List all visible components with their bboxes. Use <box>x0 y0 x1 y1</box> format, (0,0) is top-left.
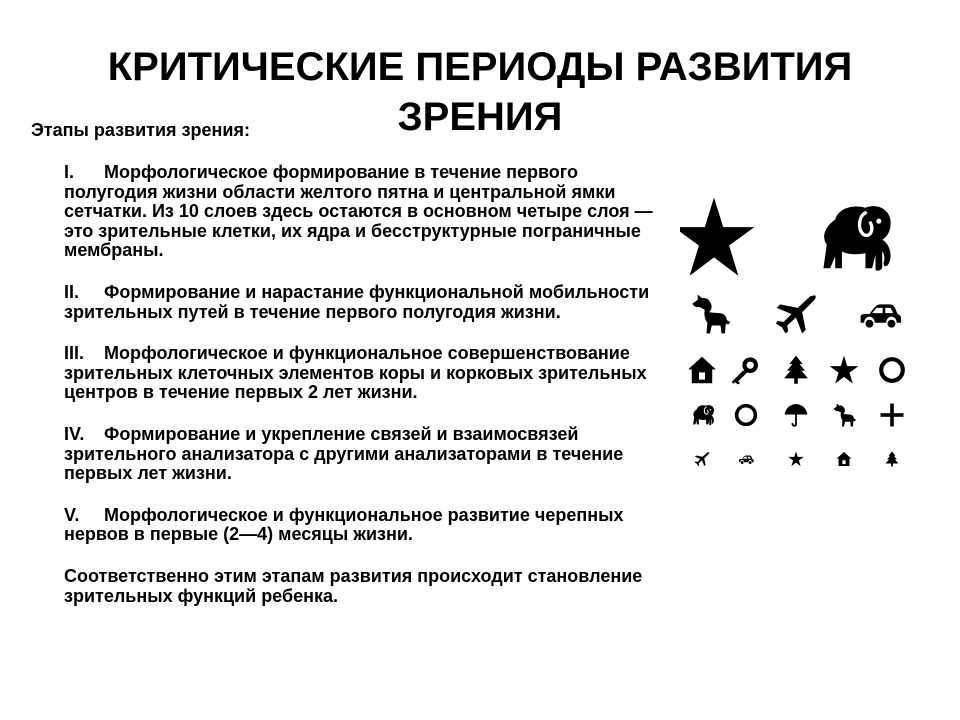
house-icon <box>688 357 716 383</box>
stage-text: Морфологическое и функциональное развитие черепных нервов в первые (2—4) месяцы жизни. <box>64 504 624 545</box>
slide-title: КРИТИЧЕСКИЕ ПЕРИОДЫ РАЗВИТИЯ ЗРЕНИЯ <box>107 45 853 139</box>
airplane-icon <box>695 452 710 466</box>
stage-text: Морфологическое формирование в течение первого полугодия жизни области желтого пятна и центральной ямки сетчатки. Из 10 слоев здесь остаются в основном четыре слоя — это зрительные клетки, их ядра и бесструктурные пограничные мембраны. <box>64 162 653 261</box>
elephant-icon <box>693 405 714 425</box>
star-icon <box>680 198 754 276</box>
stage-number: V. <box>64 504 80 525</box>
stages-subtitle: Этапы развития зрения: <box>31 120 250 140</box>
fir-tree-icon <box>886 451 899 466</box>
airplane-icon <box>776 295 816 333</box>
stage-number: I. <box>64 162 75 182</box>
stage-number: IV. <box>64 423 85 444</box>
star-icon <box>788 451 803 466</box>
stage-number: III. <box>64 343 85 364</box>
house-icon <box>837 452 852 466</box>
visual-acuity-symbol-chart <box>680 190 930 480</box>
stage-item <box>64 425 664 484</box>
stage-item <box>64 283 664 322</box>
cross-icon <box>881 404 904 427</box>
stage-text: Формирование и нарастание функциональной мобильности зрительных путей в течение первого полугодия жизни. <box>64 281 650 322</box>
stages-list <box>64 163 664 606</box>
stage-text: Морфологическое и функциональное совершенствование зрительных клеточных элементов коры и корковых зрительных центров в течение первых 2 лет жизни. <box>64 343 647 403</box>
horse-icon <box>834 404 856 427</box>
stage-item <box>64 344 664 403</box>
ring-icon <box>881 359 903 381</box>
stage-number: II. <box>64 281 80 302</box>
car-icon <box>739 455 754 463</box>
elephant-icon <box>823 206 890 271</box>
ring-icon <box>737 406 756 425</box>
umbrella-icon <box>785 404 808 426</box>
key-icon <box>732 357 758 384</box>
stage-text: Формирование и укрепление связей и взаимосвязей зрительного анализатора с другими анализаторами в течение первых лет жизни. <box>64 423 624 484</box>
fir-tree-icon <box>784 356 808 384</box>
star-icon <box>830 356 859 384</box>
horse-icon <box>692 295 730 334</box>
conclusion-text: Соответственно этим этапам развития происходит становление зрительных функций ребенка. <box>64 565 643 606</box>
car-icon <box>861 304 901 327</box>
stage-item <box>64 163 664 261</box>
stage-item <box>64 506 664 545</box>
